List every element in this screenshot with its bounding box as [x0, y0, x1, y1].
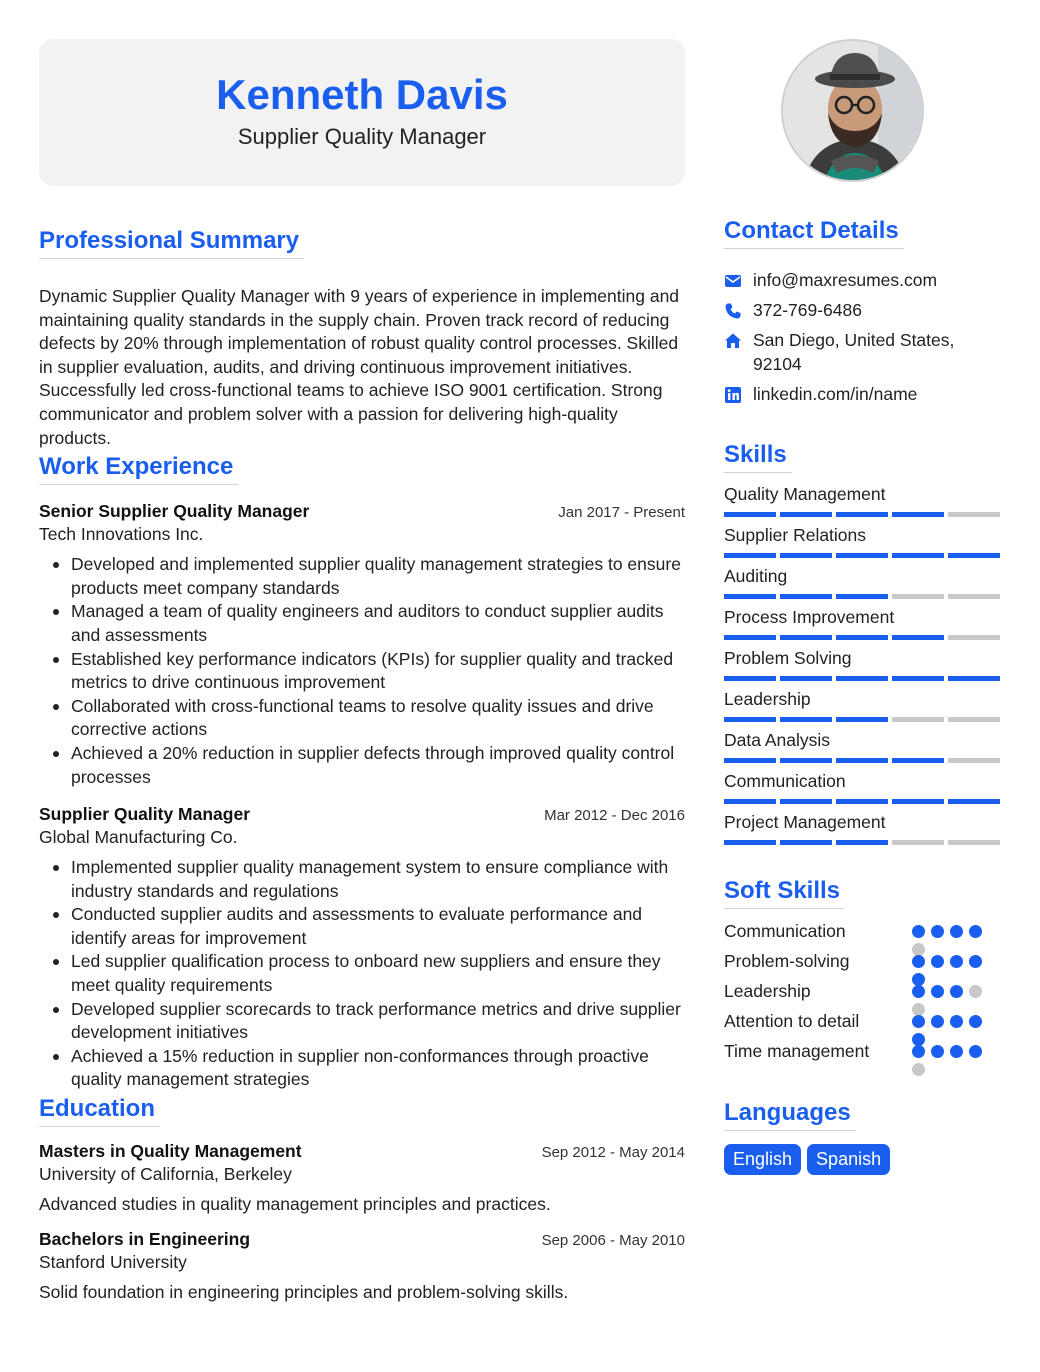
soft-skill-item: [724, 1039, 1004, 1069]
skill-level-segment: [724, 717, 776, 722]
rating-dot: [950, 1045, 963, 1058]
skill-name: Process Improvement: [724, 607, 895, 627]
skill-level-segment: [724, 758, 776, 763]
skill-level-segment: [892, 512, 944, 517]
skill-level-segment: [892, 553, 944, 558]
rating-dot: [969, 985, 982, 998]
skill-level-segment: [836, 758, 888, 763]
summary-section: [39, 226, 685, 450]
skill-level-segment: [948, 635, 1000, 640]
contact-heading: Contact Details: [724, 216, 904, 249]
job-entry: [39, 802, 685, 1092]
skill-level-segment: [780, 758, 832, 763]
skill-level-segment: [836, 676, 888, 681]
soft-skill-item: [724, 919, 1004, 949]
rating-dot: [912, 985, 925, 998]
job-role: Supplier Quality Manager: [39, 804, 251, 825]
contact-linkedin[interactable]: [724, 383, 1004, 407]
skill-level-bar: [724, 758, 1004, 763]
language-pill: Spanish: [807, 1144, 890, 1175]
soft-skill-name: Time management: [724, 1041, 870, 1061]
linkedin-icon: [724, 386, 742, 404]
skill-level-segment: [724, 594, 776, 599]
contact-address: [724, 329, 1004, 376]
skill-level-segment: [948, 758, 1000, 763]
job-company: Global Manufacturing Co.: [39, 827, 238, 848]
job-bullet: Implemented supplier quality management system to ensure compliance with industry standards and regulations: [39, 856, 685, 903]
skill-name: Problem Solving: [724, 648, 852, 668]
rating-dot: [950, 985, 963, 998]
skill-level-bar: [724, 799, 1004, 804]
contact-section: [724, 216, 1004, 413]
contact-linkedin-text: linkedin.com/in/name: [753, 383, 918, 404]
skill-item: [724, 729, 1004, 763]
rating-dot: [950, 955, 963, 968]
soft-skill-name: Problem-solving: [724, 951, 850, 971]
rating-dot: [969, 925, 982, 938]
skill-level-segment: [948, 512, 1000, 517]
skill-level-segment: [836, 594, 888, 599]
skill-level-segment: [724, 553, 776, 558]
skill-level-segment: [724, 840, 776, 845]
rating-dot: [912, 925, 925, 938]
person-portrait-icon: [783, 41, 924, 182]
language-list: [724, 1144, 1004, 1175]
soft-skill-item: [724, 1009, 1004, 1039]
rating-dot: [969, 1015, 982, 1028]
soft-skill-name: Communication: [724, 921, 846, 941]
skills-section: [724, 440, 1004, 852]
education-dates: Sep 2006 - May 2010: [541, 1232, 685, 1250]
skill-name: Auditing: [724, 566, 788, 586]
skill-item: [724, 770, 1004, 804]
skill-level-bar: [724, 553, 1004, 558]
skill-item: [724, 811, 1004, 845]
skill-level-segment: [724, 512, 776, 517]
contact-phone-text: 372-769-6486: [753, 300, 862, 321]
skill-name: Communication: [724, 771, 846, 791]
skill-level-segment: [892, 758, 944, 763]
skill-level-segment: [892, 676, 944, 681]
soft-skill-item: [724, 949, 1004, 979]
school-name: University of California, Berkeley: [39, 1164, 292, 1185]
job-bullet: Conducted supplier audits and assessments to evaluate performance and identify areas for improvement: [39, 903, 685, 950]
job-bullet: Managed a team of quality engineers and auditors to conduct supplier audits and assessments: [39, 600, 685, 647]
skill-level-segment: [780, 799, 832, 804]
skill-level-bar: [724, 635, 1004, 640]
skill-level-segment: [948, 840, 1000, 845]
skill-item: [724, 606, 1004, 640]
soft-skill-name: Attention to detail: [724, 1011, 860, 1031]
experience-heading: Work Experience: [39, 452, 238, 485]
skill-level-segment: [892, 717, 944, 722]
job-bullets: [39, 856, 685, 1092]
skill-level-bar: [724, 676, 1004, 681]
skill-item: [724, 524, 1004, 558]
skill-level-segment: [948, 594, 1000, 599]
job-bullet: Led supplier qualification process to onboard new suppliers and ensure they meet quality requirements: [39, 950, 685, 997]
job-bullet: Developed and implemented supplier quality management strategies to ensure products meet company standards: [39, 553, 685, 600]
skill-name: Leadership: [724, 689, 811, 709]
skill-level-segment: [892, 840, 944, 845]
skill-level-segment: [836, 840, 888, 845]
skill-level-segment: [780, 635, 832, 640]
rating-dot: [912, 1063, 925, 1076]
language-pill: English: [724, 1144, 801, 1175]
skill-level-segment: [948, 799, 1000, 804]
skill-level-segment: [836, 635, 888, 640]
education-entry: [39, 1139, 685, 1216]
job-bullet: Collaborated with cross-functional teams to resolve quality issues and drive corrective actions: [39, 695, 685, 742]
skill-level-segment: [724, 799, 776, 804]
job-company: Tech Innovations Inc.: [39, 524, 204, 545]
rating-dot: [931, 985, 944, 998]
rating-dot: [931, 1045, 944, 1058]
skill-level-segment: [948, 717, 1000, 722]
skill-level-segment: [836, 553, 888, 558]
languages-heading: Languages: [724, 1098, 856, 1131]
skill-level-segment: [892, 799, 944, 804]
phone-icon: [724, 302, 742, 320]
profile-photo: [781, 39, 924, 182]
summary-text: Dynamic Supplier Quality Manager with 9 years of experience in implementing and maintaining quality standards in the supply chain. Proven track record of reducing defects by 20% through implementation of robust quality control processes. Skilled in supplier evaluation, audits, and driving continuous improvement initiatives. Successfully led cross-functional teams to achieve ISO 9001 certification. Strong communicator and problem solver with a passion for delivering high-quality products.: [39, 286, 680, 448]
education-dates: Sep 2012 - May 2014: [541, 1144, 685, 1162]
job-dates: Mar 2012 - Dec 2016: [544, 807, 685, 825]
job-entry: [39, 499, 685, 789]
job-role: Senior Supplier Quality Manager: [39, 501, 310, 522]
skill-level-segment: [836, 717, 888, 722]
skill-level-segment: [836, 799, 888, 804]
skill-level-segment: [780, 553, 832, 558]
skill-level-segment: [780, 594, 832, 599]
job-bullet: Established key performance indicators (KPIs) for supplier quality and tracked metrics to drive continuous improvement: [39, 648, 685, 695]
skill-level-segment: [724, 635, 776, 640]
skill-item: [724, 688, 1004, 722]
soft-skills-section: [724, 876, 1004, 1069]
skills-list: [724, 483, 1004, 845]
skill-name: Supplier Relations: [724, 525, 867, 545]
skill-level-bar: [724, 717, 1004, 722]
rating-dot: [912, 1015, 925, 1028]
job-bullet: Developed supplier scorecards to track performance metrics and drive supplier development initiatives: [39, 998, 685, 1045]
rating-dot: [912, 955, 925, 968]
home-icon: [724, 332, 742, 350]
soft-skill-name: Leadership: [724, 981, 811, 1001]
rating-dot: [931, 955, 944, 968]
job-dates: Jan 2017 - Present: [558, 504, 685, 522]
main-column: [39, 39, 685, 1304]
skill-name: Data Analysis: [724, 730, 831, 750]
skill-level-segment: [892, 635, 944, 640]
languages-section: [724, 1098, 1004, 1175]
envelope-icon: [724, 272, 742, 290]
candidate-name: Kenneth Davis: [216, 71, 508, 118]
rating-dot: [950, 1015, 963, 1028]
skill-level-bar: [724, 512, 1004, 517]
school-name: Stanford University: [39, 1252, 187, 1273]
experience-section: [39, 452, 685, 1092]
rating-dot: [931, 1015, 944, 1028]
job-bullet: Achieved a 20% reduction in supplier defects through improved quality control processes: [39, 742, 685, 789]
education-entry: [39, 1227, 685, 1304]
skills-heading: Skills: [724, 440, 792, 473]
rating-dot: [912, 1045, 925, 1058]
job-bullets: [39, 553, 685, 789]
soft-skill-item: [724, 979, 1004, 1009]
skill-item: [724, 565, 1004, 599]
header-card: [39, 39, 685, 186]
contact-email[interactable]: [724, 269, 1004, 293]
skill-level-segment: [836, 512, 888, 517]
skill-level-bar: [724, 840, 1004, 845]
skill-name: Quality Management: [724, 484, 886, 504]
skill-level-segment: [948, 553, 1000, 558]
soft-skills-list: [724, 919, 1004, 1069]
skill-level-segment: [892, 594, 944, 599]
skill-level-bar: [724, 594, 1004, 599]
rating-dot: [969, 1045, 982, 1058]
soft-skills-heading: Soft Skills: [724, 876, 845, 909]
skill-item: [724, 647, 1004, 681]
education-description: Solid foundation in engineering principles and problem-solving skills.: [39, 1282, 569, 1303]
skill-level-segment: [780, 840, 832, 845]
education-section: [39, 1094, 685, 1304]
skill-level-segment: [780, 676, 832, 681]
degree-name: Bachelors in Engineering: [39, 1229, 251, 1250]
candidate-title: Supplier Quality Manager: [237, 124, 487, 149]
contact-phone[interactable]: [724, 299, 1004, 323]
contact-address-text: San Diego, United States, 92104: [753, 330, 955, 374]
rating-dot: [969, 955, 982, 968]
skill-level-segment: [724, 676, 776, 681]
education-description: Advanced studies in quality management principles and practices.: [39, 1194, 551, 1215]
skill-name: Project Management: [724, 812, 886, 832]
rating-dot: [931, 925, 944, 938]
contact-email-text: info@maxresumes.com: [753, 270, 938, 290]
skill-level-segment: [780, 717, 832, 722]
rating-dot: [950, 925, 963, 938]
summary-heading: Professional Summary: [39, 226, 304, 259]
skill-item: [724, 483, 1004, 517]
education-heading: Education: [39, 1094, 160, 1127]
degree-name: Masters in Quality Management: [39, 1141, 302, 1162]
skill-level-segment: [948, 676, 1000, 681]
job-bullet: Achieved a 15% reduction in supplier non-conformances through proactive quality management strategies: [39, 1045, 685, 1092]
soft-skill-rating: [912, 1045, 988, 1076]
skill-level-segment: [780, 512, 832, 517]
